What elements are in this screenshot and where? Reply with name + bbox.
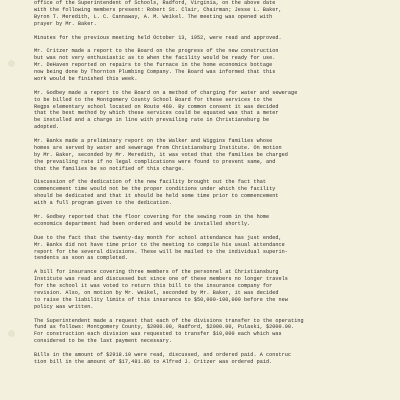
text-line: commencement time would not be the proper conditions under which the facility	[34, 186, 276, 193]
text-line: tion bill in the amount of $17,481.86 to Alfred J. Critzer was ordered paid.	[34, 358, 273, 365]
text-line: policy was written.	[34, 303, 94, 310]
text-line: Mr. Godbey made a report to the Board on a method of charging for water and sewerage	[34, 89, 298, 96]
text-line: now being done by Thornton Plumbing Company. The Board was informed that this	[34, 69, 276, 76]
text-line: considered to be the last payment necessary.	[34, 338, 172, 345]
paragraph	[34, 269, 384, 310]
text-line: to raise the liability limits of this insurance to $50,000-100,000 before the new	[34, 296, 288, 303]
paragraph	[34, 90, 384, 131]
text-line: tendents as soon as completed.	[34, 255, 129, 262]
text-line: work would be finished this week.	[34, 75, 138, 82]
text-line: revision. Also, on motion by Mr. Weikel, seconded by Mr. Baker, it was decided	[34, 289, 279, 296]
text-line: that the best method by which these services could be equated was that a meter	[34, 110, 279, 117]
text-line: with a full program given to the dedication.	[34, 200, 172, 207]
paragraph	[34, 0, 384, 28]
text-line: report for the several divisions. These will be mailed to the individual superin-	[34, 248, 288, 255]
text-line: Mr. Critzer made a report to the Board on the progress of the new construction	[34, 48, 279, 55]
paragraph	[34, 48, 384, 83]
paragraph	[34, 214, 384, 228]
punch-hole	[8, 60, 15, 67]
punch-hole	[8, 330, 15, 337]
paragraph	[34, 179, 384, 207]
text-line: by Mr. Baker, seconded by Mr. Meredith, it was voted that the families be charged	[34, 151, 288, 158]
minutes-body	[34, 0, 384, 373]
text-line: economics department had been ordered and would be installed shortly.	[34, 220, 251, 227]
text-line: to be billed to the Montgomery County School Board for these services to the	[34, 96, 273, 103]
text-line: adopted.	[34, 124, 60, 131]
text-line: A bill for insurance covering three members of the personnel at Christiansburg	[34, 269, 279, 276]
text-line: For construction each division was requested to transfer $10,000 each which was	[34, 331, 282, 338]
text-line: with the following members present: Robert St. Clair, Chairman; Jesse L. Baker,	[34, 6, 282, 13]
text-line: Institute was read and discussed but since one of these members no longer travels	[34, 276, 288, 283]
text-line: Mr. Banks did not have time prior to the meeting to compile his usual attendance	[34, 241, 285, 248]
text-line: that the families be so notified of this charge.	[34, 165, 185, 172]
text-line: homes are served by water and sewerage from Christiansburg Institute. On motion	[34, 144, 282, 151]
text-line: be installed and a charge in line with prevailing rate in Christiansburg be	[34, 117, 270, 124]
paragraph	[34, 352, 384, 366]
text-line: Bills in the amount of $2918.10 were read, discussed, and ordered paid. A construc	[34, 352, 292, 359]
text-line: fund as follows: Montgomery County, $2000.00, Radford, $2000.00, Pulaski, $2000.00.	[34, 324, 295, 331]
paragraph	[34, 318, 384, 346]
text-line: prayer by Mr. Baker.	[34, 20, 97, 27]
text-line: Byron T. Meredith, L. C. Cannaway, A. M. Weikel. The meeting was opened with	[34, 13, 273, 20]
text-line: the prevailing rate if no legal complications were found to prevent same, and	[34, 158, 276, 165]
paragraph	[34, 138, 384, 173]
text-line: office of the Superintendent of Schools, Radford, Virginia, on the above date	[34, 0, 276, 6]
paragraph	[34, 235, 384, 263]
paragraph	[34, 35, 384, 42]
text-line: The Superintendent made a request that each of the divisions transfer to the operating	[34, 317, 304, 324]
text-line: but was not very enthusiastic as to when the facility would be ready for use.	[34, 55, 276, 62]
text-line: Mr. DeHaven reported on repairs to the furnace in the home economics bottage	[34, 62, 273, 69]
text-line: Regps elementary school located on Route 460. By common consent it was decided	[34, 103, 279, 110]
text-line: Discussion of the dedication of the new facility brought out the fact that	[34, 179, 266, 186]
text-line: Mr. Banks made a preliminary report on the Walker and Wiggins families whose	[34, 138, 273, 145]
text-line: for the school it was voted to return this bill to the insurance company for	[34, 283, 273, 290]
text-line: Mr. Godbey reported that the floor covering for the sewing room in the home	[34, 214, 270, 220]
text-line: Minutes for the previous meeting held October 13, 1952, were read and approved.	[34, 34, 282, 41]
text-line: should be dedicated and that it should be held some time prior to commencement	[34, 193, 279, 200]
text-line: Due to the fact that the twenty-day month for school attendance has just ended,	[34, 234, 282, 241]
